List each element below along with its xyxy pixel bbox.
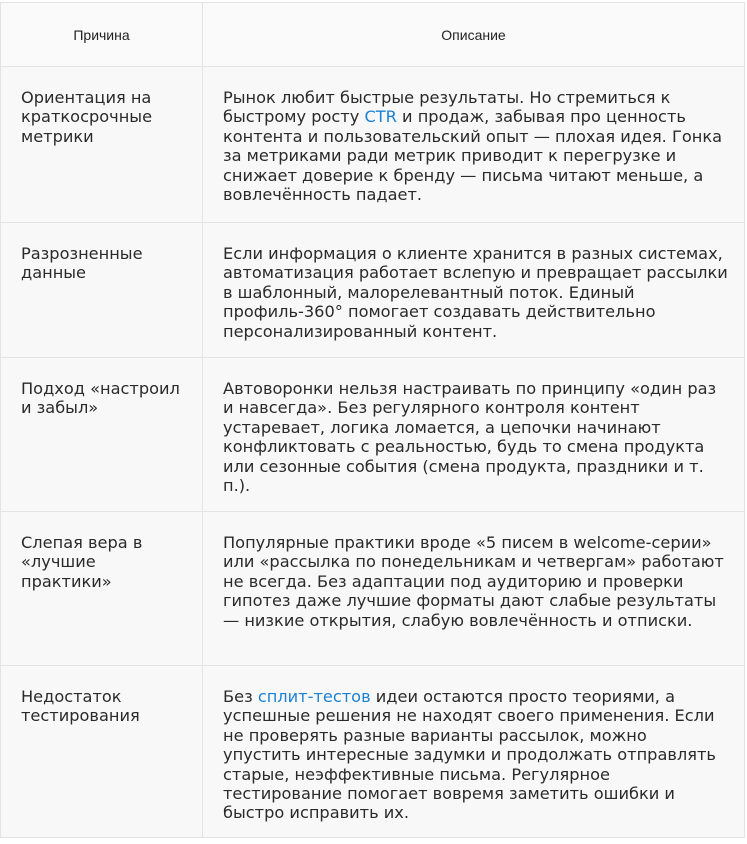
table-row — [1, 222, 744, 358]
description-cell: Если информация о клиенте хранится в разных системах, автоматизация работает вслепую и превращает рассылки в шаблонный, малорелевантный поток. Единый профиль-360° помогает создавать действительно персонализированный контент. — [223, 244, 728, 341]
description-cell: Автоворонки нельзя настраивать по принципу «один раз и навсегда». Без регулярного контроля контент устаревает, логика ломается, а цепочки начинают конфликтовать с реальностью, будь то смена продукта или сезонные события (смена продукта, праздники и т. п.). — [223, 379, 717, 496]
reason-cell: Разрозненные данные — [21, 244, 143, 283]
header-description: Описание — [441, 26, 506, 43]
reason-cell: Слепая вера в «лучшие практики» — [21, 533, 143, 591]
table-row — [1, 511, 744, 666]
reason-cell: Ориентация на краткосрочные метрики — [21, 88, 153, 146]
ctr-link[interactable]: CTR — [364, 107, 397, 127]
split-tests-link[interactable]: сплит-тестов — [257, 687, 371, 706]
reasons-table — [0, 2, 745, 838]
description-cell: Рынок любит быстрые результаты. Но стремиться к быстрому росту CTR и продаж, забывая про ценность контента и пользовательский опыт — плохая идея. Гонка за метриками ради метрик приводит к перегрузке и снижает доверие к бренду — письма читают меньше, а вовлечённость падает. — [223, 88, 723, 205]
reason-cell: Недостаток тестирования — [21, 687, 140, 726]
table-header-row — [1, 3, 744, 67]
reason-cell: Подход «настроил и забыл» — [21, 379, 180, 418]
column-divider — [202, 3, 203, 837]
description-cell: Без сплит-тестов идеи остаются просто теориями, а успешные решения не находят своего применения. Если не проверять разные варианты рассылок, можно упустить интересные задумки и продолжать отправлять старые, неэффективные письма. Регулярное тестирование помогает вовремя заметить ошибки и быстро исправить их. — [223, 687, 716, 823]
table-row — [1, 66, 744, 223]
description-cell: Популярные практики вроде «5 писем в welcome-серии» или «рассылка по понедельникам и четвергам» работают не всегда. Без адаптации под аудиторию и проверки гипотез даже лучшие форматы дают слабые результаты — низкие открытия, слабую вовлечённость и отписки. — [223, 533, 724, 630]
table-row — [1, 665, 744, 837]
header-reason: Причина — [73, 26, 130, 43]
table-row — [1, 357, 744, 512]
